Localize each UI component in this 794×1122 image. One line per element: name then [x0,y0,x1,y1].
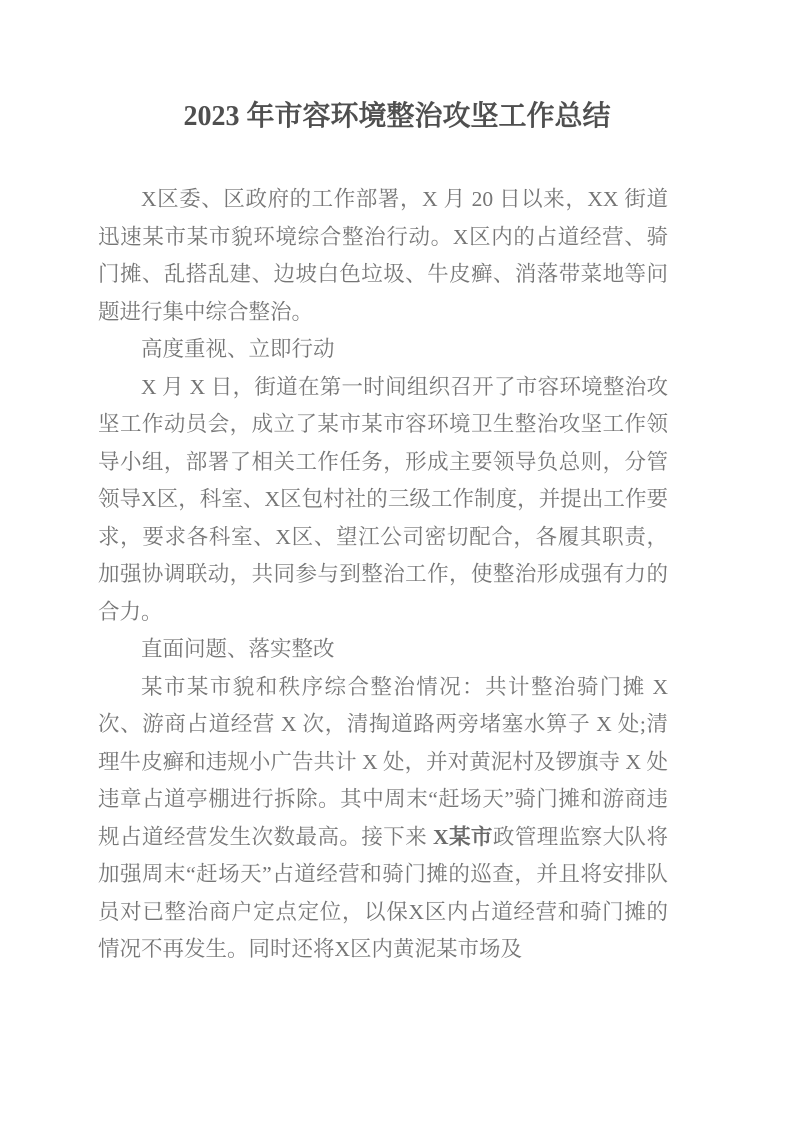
document-title: 2023 年市容环境整治攻坚工作总结 [183,101,611,132]
paragraph-intro: X区委、区政府的工作部署，X 月 20 日以来，XX 街道迅速某市某市貌环境综合整治行动。X区内的占道经营、骑门摊、乱搭乱建、边坡白色垃圾、牛皮癣、消落带菜地等问题进行集中综合整治。 [98,187,668,324]
paragraph-rectification-text-after: 政管理监察大队将加强周末“赶场天”占道经营和骑门摊的巡查，并且将安排队员对已整治商户定点定位，以保X区内占道经营和骑门摊的情况不再发生。同时还将X区内黄泥某市场及 [98,824,668,961]
paragraph-rectification-bold-segment: X某市 [433,824,493,849]
document-body [98,181,668,969]
section-heading-1: 高度重视、立即行动 [141,337,335,361]
section-heading-2: 直面问题、落实整改 [141,637,335,661]
paragraph-rectification [98,669,668,969]
paragraph-rectification-text-before: 某市某市貌和秩序综合整治情况：共计整治骑门摊 X 次、游商占道经营 X 次，清掏道路两旁堵塞水箅子 X 处;清理牛皮癣和违规小广告共计 X 处，并对黄泥村及锣旗寺 X 处违章占道亭棚进行拆除。其中周末“赶场天”骑门摊和游商违规占道经营发生次数最高。接下来 [98,674,668,849]
paragraph-mobilization: X 月 X 日，街道在第一时间组织召开了市容环境整治攻坚工作动员会，成立了某市某市容环境卫生整治攻坚工作领导小组，部署了相关工作任务，形成主要领导负总则，分管领导X区，科室、X区包村社的三级工作制度，并提出工作要求，要求各科室、X区、望江公司密切配合，各履其职责，加强协调联动，共同参与到整治工作，使整治形成强有力的合力。 [98,374,668,624]
